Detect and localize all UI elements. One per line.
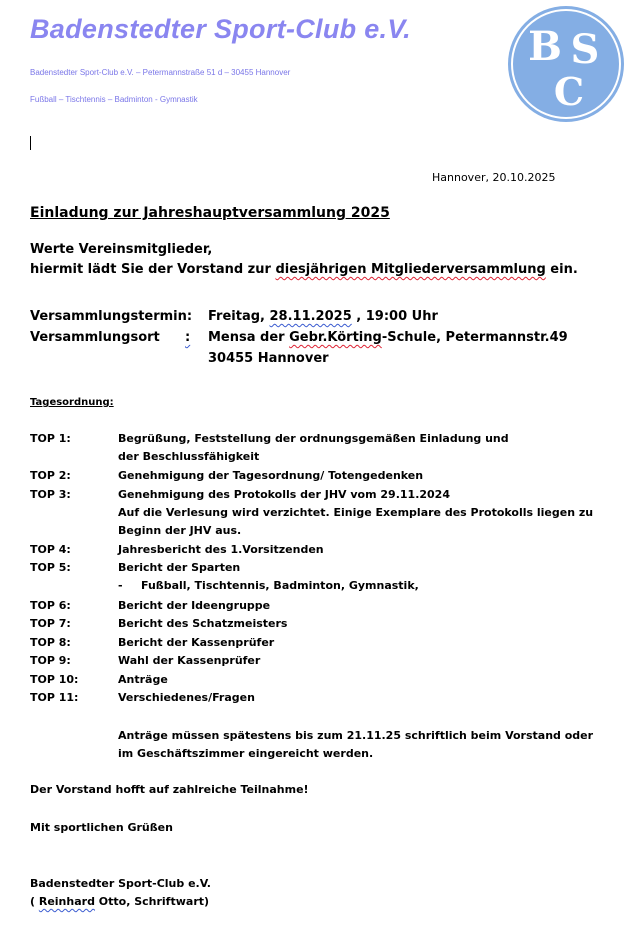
agenda-item-key: TOP 9: — [30, 654, 71, 667]
agenda-item-key: TOP 5: — [30, 561, 71, 574]
agenda-item-text: Anträge — [118, 673, 168, 686]
agenda-item-text: Auf die Verlesung wird verzichtet. Einige Exemplare des Protokolls liegen zu — [118, 506, 594, 519]
letter-date: Hannover, 20.10.2025 — [432, 171, 556, 184]
closing-signer — [30, 895, 209, 908]
agenda-item-text: Jahresbericht des 1.Vorsitzenden — [118, 543, 324, 556]
agenda-item-text: Fußball, Tischtennis, Badminton, Gymnastik, — [141, 579, 419, 592]
agenda-item-key: TOP 11: — [30, 691, 79, 704]
place-marked: Gebr.Körting — [289, 330, 382, 345]
meeting-date-value — [208, 309, 438, 324]
agenda-item-key: TOP 7: — [30, 617, 71, 630]
agenda-bullet: - — [118, 579, 123, 592]
agenda-item-text: Begrüßung, Feststellung der ordnungsgemäßen Einladung und — [118, 432, 509, 445]
text-cursor — [30, 136, 31, 150]
signer-rest: Otto, Schriftwart) — [94, 895, 210, 908]
agenda-item-text: Genehmigung der Tagesordnung/ Totengedenken — [118, 469, 424, 482]
date-marked: 28.11.2025 — [269, 309, 352, 324]
meeting-place-city: 30455 Hannover — [208, 351, 329, 366]
agenda-heading: Tagesordnung: — [30, 397, 114, 408]
agenda-note-line-2: im Geschäftszimmer eingereicht werden. — [118, 747, 374, 760]
agenda-item-key: TOP 4: — [30, 543, 71, 556]
agenda-item-text: Verschiedenes/Fragen — [118, 691, 255, 704]
club-address: Badenstedter Sport-Club e.V. – Petermannstraße 51 d – 30455 Hannover — [30, 68, 291, 77]
agenda-item-text: Bericht der Kassenprüfer — [118, 636, 275, 649]
spellcheck-word: diesjährigen Mitgliederversammlung — [275, 262, 546, 277]
closing-hope: Der Vorstand hofft auf zahlreiche Teilnahme! — [30, 783, 309, 796]
greeting-text: hiermit lädt Sie der Vorstand zur — [30, 262, 276, 277]
signer-firstname: Reinhard — [38, 895, 95, 908]
letter-title: Einladung zur Jahreshauptversammlung 2025 — [30, 205, 390, 221]
place-text-end: -Schule, Petermannstr.49 — [381, 330, 568, 345]
agenda-item-text: Bericht des Schatzmeisters — [118, 617, 288, 630]
closing-regards: Mit sportlichen Grüßen — [30, 821, 173, 834]
closing-club: Badenstedter Sport-Club e.V. — [30, 877, 211, 890]
date-time: , 19:00 Uhr — [351, 309, 438, 324]
club-sports: Fußball – Tischtennis – Badminton - Gymnastik — [30, 95, 198, 104]
agenda-item-key: TOP 10: — [30, 673, 79, 686]
logo-letter-c: C — [553, 69, 585, 114]
agenda-item-key: TOP 6: — [30, 599, 71, 612]
meeting-place-colon: : — [185, 330, 191, 345]
agenda-note-line-1: Anträge müssen spätestens bis zum 21.11.25 schriftlich beim Vorstand oder — [118, 729, 594, 742]
logo-letter-b: B — [528, 23, 562, 70]
meeting-place-label: Versammlungsort — [30, 330, 160, 345]
agenda-item-text: Wahl der Kassenprüfer — [118, 654, 261, 667]
agenda-item-key: TOP 8: — [30, 636, 71, 649]
agenda-item-text: Bericht der Sparten — [118, 561, 241, 574]
club-name-heading: Badenstedter Sport-Club e.V. — [30, 14, 411, 44]
agenda-item-text: Bericht der Ideengruppe — [118, 599, 271, 612]
agenda-item-text: Genehmigung des Protokolls der JHV vom 29.11.2024 — [118, 488, 450, 501]
place-text: Mensa der — [208, 330, 290, 345]
agenda-item-text: Beginn der JHV aus. — [118, 524, 242, 537]
greeting-line-2 — [30, 262, 578, 277]
greeting-line-1: Werte Vereinsmitglieder, — [30, 242, 213, 257]
date-weekday: Freitag, — [208, 309, 270, 324]
greeting-text-end: ein. — [545, 262, 578, 277]
agenda-item-key: TOP 3: — [30, 488, 71, 501]
bsc-logo — [507, 5, 625, 123]
signer-open: ( — [30, 895, 39, 908]
meeting-place-value — [208, 330, 568, 345]
agenda-item-key: TOP 1: — [30, 432, 71, 445]
logo-letter-s: S — [570, 26, 600, 73]
agenda-item-key: TOP 2: — [30, 469, 71, 482]
meeting-date-label: Versammlungstermin: — [30, 309, 193, 324]
agenda-item-text: der Beschlussfähigkeit — [118, 450, 260, 463]
